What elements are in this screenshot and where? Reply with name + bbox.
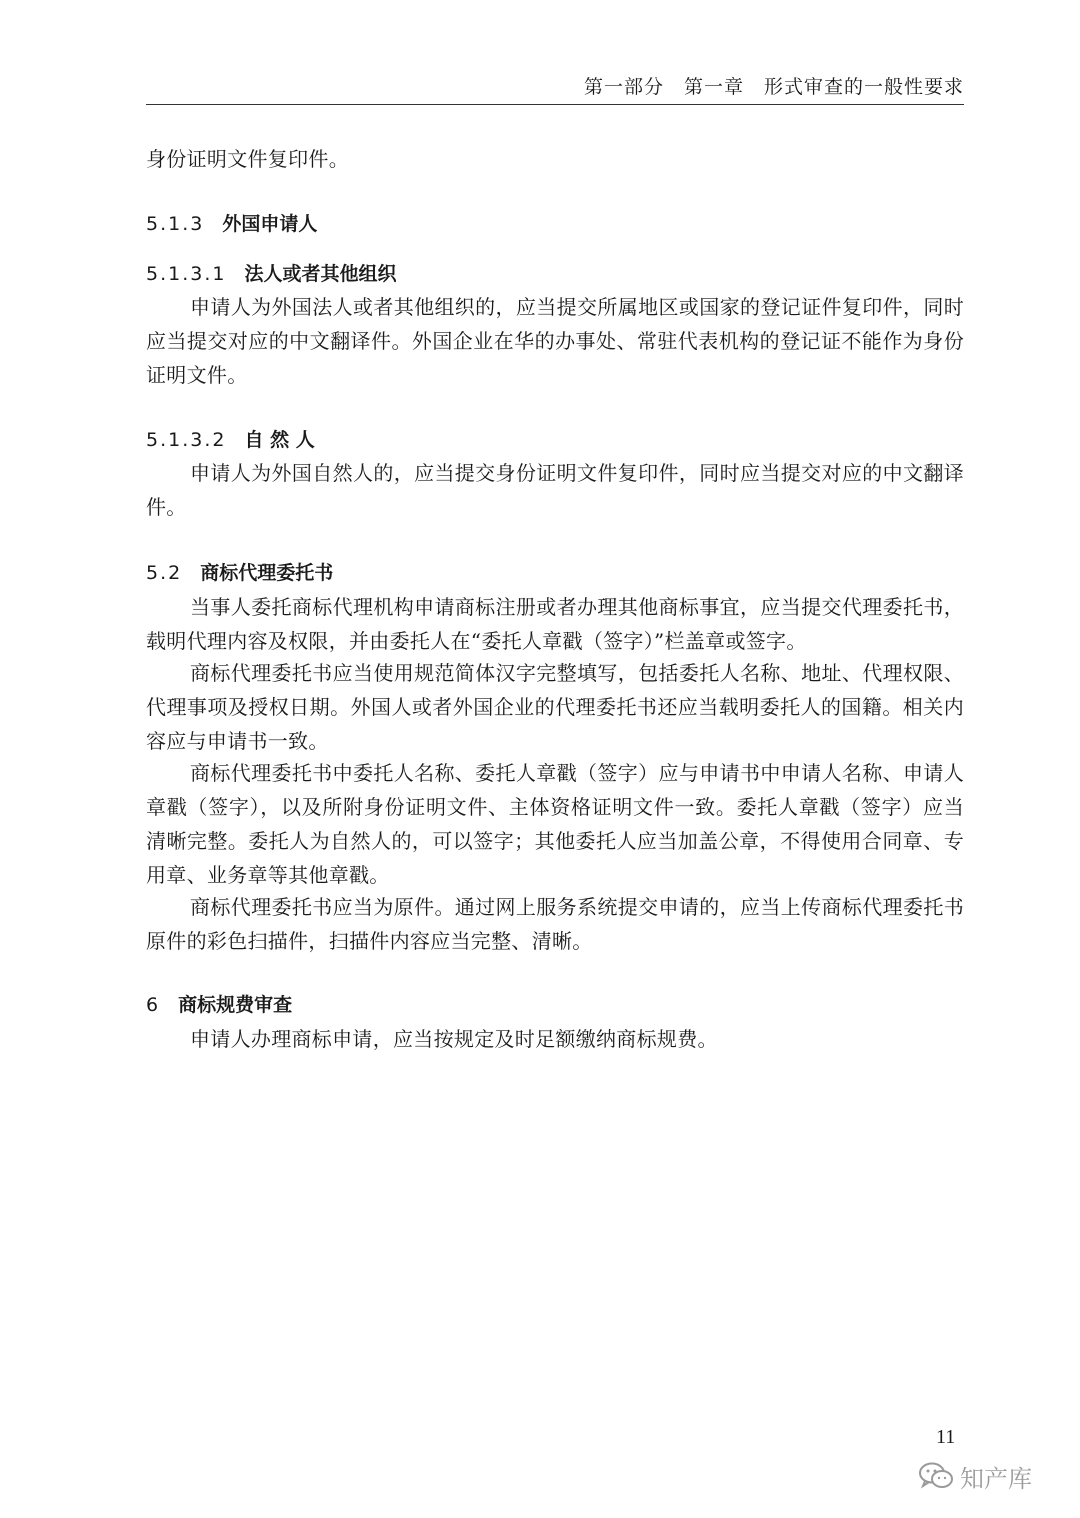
header-rule [146, 104, 964, 105]
heading-6 [146, 990, 292, 1020]
heading-title: 法人或者其他组织 [244, 263, 397, 285]
heading-5-1-3-1 [146, 259, 397, 289]
paragraph-poa-content: 商标代理委托书应当使用规范简体汉字完整填写，包括委托人名称、地址、代理权限、代理事项及授权日期。外国人或者外国企业的代理委托书还应当载明委托人的国籍。相关内容应与申请书一致。 [146, 661, 964, 753]
page-number: 11 [936, 1426, 956, 1448]
heading-title: 商标代理委托书 [200, 562, 334, 584]
heading-title: 外国申请人 [222, 213, 318, 235]
heading-5-1-3 [146, 209, 317, 239]
wechat-icon [918, 1461, 954, 1491]
paragraph-poa-consistency: 商标代理委托书中委托人名称、委托人章戳（签字）应与申请书中申请人名称、申请人章戳（签字），以及所附身份证明文件、主体资格证明文件一致。委托人章戳（签字）应当清晰完整。委托人为自然人的，可以签字；其他委托人应当加盖公章，不得使用合同章、专用章、业务章等其他章戳。 [146, 761, 964, 887]
heading-number: 6 [146, 994, 161, 1016]
heading-number: 5.1.3.1 [146, 263, 227, 285]
paragraph-agency-power-of-attorney: 当事人委托商标代理机构申请商标注册或者办理其他商标事宜，应当提交代理委托书，载明代理内容及权限，并由委托人在“委托人章戳（签字）”栏盖章或签字。 [146, 595, 964, 653]
heading-5-1-3-2 [146, 425, 315, 455]
heading-number: 5.1.3 [146, 213, 205, 235]
heading-number: 5.2 [146, 562, 183, 584]
heading-title: 自 然 人 [244, 429, 315, 451]
running-header: 第一部分 第一章 形式审查的一般性要求 [583, 76, 964, 98]
watermark-text: 知产库 [960, 1464, 1032, 1493]
heading-number: 5.1.3.2 [146, 429, 227, 451]
paragraph-foreign-natural-person: 申请人为外国自然人的，应当提交身份证明文件复印件，同时应当提交对应的中文翻译件。 [146, 461, 964, 519]
watermark [918, 1456, 1058, 1496]
paragraph-poa-original: 商标代理委托书应当为原件。通过网上服务系统提交申请的，应当上传商标代理委托书原件的彩色扫描件，扫描件内容应当完整、清晰。 [146, 895, 964, 953]
heading-5-2 [146, 558, 333, 588]
paragraph-fee-review: 申请人办理商标申请，应当按规定及时足额缴纳商标规费。 [190, 1027, 718, 1051]
paragraph-foreign-legal-person: 申请人为外国法人或者其他组织的，应当提交所属地区或国家的登记证件复印件，同时应当提交对应的中文翻译件。外国企业在华的办事处、常驻代表机构的登记证不能作为身份证明文件。 [146, 295, 964, 387]
paragraph-continuation: 身份证明文件复印件。 [146, 147, 349, 171]
heading-title: 商标规费审查 [178, 994, 293, 1016]
